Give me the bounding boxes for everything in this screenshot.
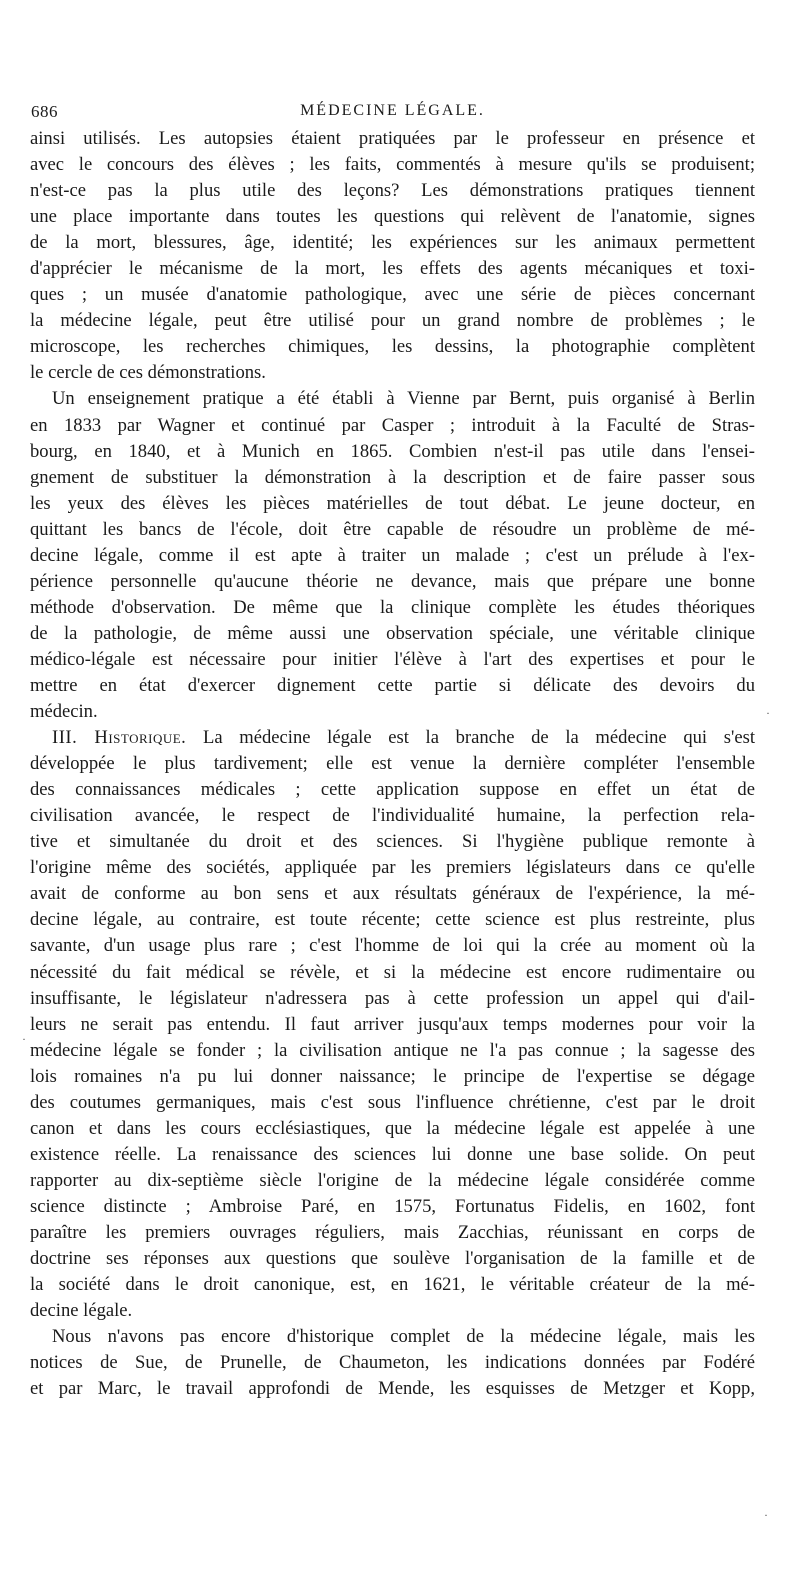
text-line: d'apprécier le mécanisme de la mort, les effets des agents mécaniques et toxi- <box>30 258 755 280</box>
scan-speck: · <box>22 1032 26 1046</box>
text-line: decine légale, au contraire, est toute récente; cette science est plus restreinte, plus <box>30 909 755 931</box>
paragraph-2 <box>30 386 755 725</box>
text-line: doctrine ses réponses aux questions que soulève l'organisation de la famille et de <box>30 1248 755 1270</box>
text-line: méthode d'observation. De même que la clinique complète les études théoriques <box>30 596 755 618</box>
text-line: insuffisante, le législateur n'adressera pas à cette profession un appel qui d'ail- <box>30 987 755 1009</box>
text-line: paraître les premiers ouvrages réguliers, mais Zacchias, réunissant en corps de <box>30 1221 755 1243</box>
text-line: Nous n'avons pas encore d'historique complet de la médecine légale, mais les <box>52 1326 755 1348</box>
paragraph-4 <box>30 1324 755 1402</box>
text-line: l'origine même des sociétés, appliquée par les premiers législateurs dans ce qu'elle <box>30 857 755 879</box>
text-line: decine légale. <box>30 1300 133 1322</box>
text-line: avait de conforme au bon sens et aux résultats généraux de l'expérience, la mé- <box>30 883 755 905</box>
text-line: ainsi utilisés. Les autopsies étaient pratiquées par le professeur en présence et <box>30 128 755 149</box>
text-line: tive et simultanée du droit et des sciences. Si l'hygiène publique remonte à <box>30 831 755 853</box>
text-line: notices de Sue, de Prunelle, de Chaumeton, les indications données par Fodéré <box>30 1352 755 1374</box>
text-line: nécessité du fait médical se révèle, et si la médecine est encore rudimentaire ou <box>30 961 755 983</box>
scan-speck: · <box>764 1508 768 1522</box>
paragraph-1 <box>30 126 755 386</box>
text-line: développée le plus tardivement; elle est venue la dernière compléter l'ensemble <box>30 753 755 775</box>
text-line: médecine légale se fonder ; la civilisation antique ne l'a pas connue ; la sagesse des <box>30 1039 755 1061</box>
text-line: en 1833 par Wagner et continué par Casper ; introduit à la Faculté de Stras- <box>30 414 755 436</box>
text-line: des connaissances médicales ; cette application suppose en effet un état de <box>30 779 755 801</box>
text-line: gnement de substituer la démonstration à la description et de faire passer sous <box>30 466 755 488</box>
text-line: quittant les bancs de l'école, doit être capable de résoudre un problème de mé- <box>30 518 755 540</box>
text-line: de la pathologie, de même aussi une observation spéciale, une véritable clinique <box>30 622 755 644</box>
text-line: les yeux des élèves les pièces matérielles de tout débat. Le jeune docteur, en <box>30 492 755 514</box>
text-line: des coutumes germaniques, mais c'est sous l'influence chrétienne, c'est par le droit <box>30 1091 755 1113</box>
text-line: la médecine légale, peut être utilisé pour un grand nombre de problèmes ; le <box>30 310 755 332</box>
text-line: leurs ne serait pas entendu. Il faut arriver jusqu'aux temps modernes pour voir la <box>30 1013 755 1035</box>
text-line: ques ; un musée d'anatomie pathologique, avec une série de pièces concernant <box>30 284 755 306</box>
text-line: canon et dans les cours ecclésiastiques, que la médecine légale est appelée à une <box>30 1117 755 1139</box>
text-line: de la mort, blessures, âge, identité; les expériences sur les animaux permettent <box>30 232 755 254</box>
text-line: et par Marc, le travail approfondi de Mende, les esquisses de Metzger et Kopp, <box>30 1378 755 1400</box>
text-line: rapporter au dix-septième siècle l'origine de la médecine légale considérée comme <box>30 1169 755 1191</box>
paragraph-historique <box>30 725 755 1324</box>
text-line: Un enseignement pratique a été établi à Vienne par Bernt, puis organisé à Berlin <box>52 388 755 410</box>
text-line: une place importante dans toutes les questions qui relèvent de l'anatomie, signes <box>30 206 755 228</box>
section-heading: III. Historique. <box>52 727 187 749</box>
text-line: médico-légale est nécessaire pour initier l'élève à l'art des expertises et pour le <box>30 648 755 670</box>
text-line: civilisation avancée, le respect de l'individualité humaine, la perfection rela- <box>30 805 755 827</box>
page-number: 686 <box>31 102 58 121</box>
text-line: périence personnelle qu'aucune théorie ne devance, mais que prépare une bonne <box>30 570 755 592</box>
text-line: savante, d'un usage plus rare ; c'est l'homme de loi qui la crée au moment où la <box>30 935 755 957</box>
text-line: bourg, en 1840, et à Munich en 1865. Combien n'est-il pas utile dans l'ensei- <box>30 440 755 462</box>
heading-line-text: La médecine légale est la branche de la médecine qui s'est <box>203 727 755 749</box>
text-line: médecin. <box>30 701 98 723</box>
text-line: microscope, les recherches chimiques, les dessins, la photographie complètent <box>30 336 755 358</box>
text-line: decine légale, comme il est apte à traiter un malade ; c'est un prélude à l'ex- <box>30 544 755 566</box>
scan-speck: · <box>766 706 770 720</box>
text-line: mettre en état d'exercer dignement cette partie si délicate des devoirs du <box>30 674 755 696</box>
text-line: avec le concours des élèves ; les faits, commentés à mesure qu'ils se produisent; <box>30 154 755 176</box>
text-line: existence réelle. La renaissance des sciences lui donne une base solide. On peut <box>30 1143 755 1165</box>
body-text <box>30 126 755 1402</box>
text-line: n'est-ce pas la plus utile des leçons? Les démonstrations pratiques tiennent <box>30 180 755 202</box>
text-line: la société dans le droit canonique, est, en 1621, le véritable créateur de la mé- <box>30 1274 755 1296</box>
running-head <box>30 96 755 126</box>
text-line: science distincte ; Ambroise Paré, en 1575, Fortunatus Fidelis, en 1602, font <box>30 1195 755 1217</box>
book-page <box>30 96 755 1402</box>
text-line: lois romaines n'a pu lui donner naissance; le principe de l'expertise se dégage <box>30 1065 755 1087</box>
text-line <box>30 725 755 751</box>
text-line: le cercle de ces démonstrations. <box>30 362 266 384</box>
running-title: MÉDECINE LÉGALE. <box>300 102 485 119</box>
